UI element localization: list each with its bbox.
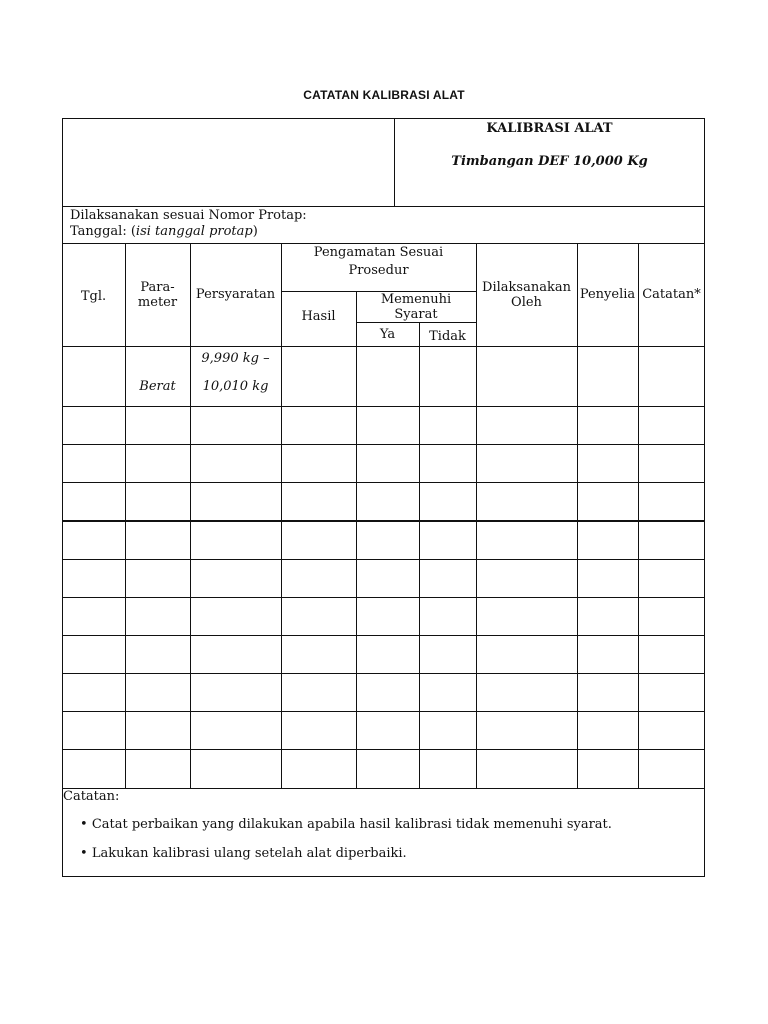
col-header-tidak: Tidak — [429, 329, 466, 344]
row-line-2 — [62, 444, 705, 445]
row-line-10 — [62, 749, 705, 750]
row-line-6 — [62, 597, 705, 598]
tanggal-line — [70, 224, 258, 239]
col-header-dilaksanakan-line1: Dilaksanakan — [482, 280, 571, 295]
header-bottom-line — [62, 206, 705, 207]
col-header-dilaksanakan-line2: Oleh — [511, 295, 542, 310]
header-box-subtitle: Timbangan DEF 10,000 Kg — [451, 154, 648, 169]
notes-bullet-1: • — [80, 817, 88, 832]
col-header-penyelia: Penyelia — [579, 287, 636, 302]
row-line-1 — [62, 406, 705, 407]
col-line-1 — [125, 243, 126, 788]
notes-label: Catatan: — [63, 789, 120, 804]
row-line-4 — [62, 520, 705, 522]
tanggal-prefix: Tanggal: ( — [70, 224, 136, 239]
notes-item-1 — [80, 817, 700, 832]
tanggal-value: isi tanggal protap — [135, 224, 253, 239]
row-line-3 — [62, 482, 705, 483]
col-header-parameter-line2: meter — [137, 295, 178, 310]
col-header-pengamatan-line2: Prosedur — [348, 263, 409, 278]
col-header-persyaratan: Persyaratan — [195, 287, 276, 302]
col-header-ya: Ya — [379, 327, 396, 342]
memenuhi-underline — [356, 322, 476, 323]
col-line-4 — [356, 291, 357, 788]
document-title: CATATAN KALIBRASI ALAT — [303, 88, 465, 102]
col-header-dilaksanakan — [476, 280, 577, 310]
row1-persyaratan-line2: 10,010 kg — [202, 379, 269, 394]
notes-item-2 — [80, 846, 700, 861]
col-line-2 — [190, 243, 191, 788]
row-line-5 — [62, 559, 705, 560]
row-line-11 — [62, 788, 705, 789]
col-header-memenuhi-line1: Memenuhi — [380, 292, 452, 307]
info-bottom-line — [62, 243, 705, 244]
notes-bullet-2: • — [80, 846, 88, 861]
row1-persyaratan-line1: 9,990 kg – — [201, 351, 270, 366]
row1-parameter: Berat — [139, 379, 176, 394]
col-header-hasil: Hasil — [301, 309, 336, 324]
col-header-parameter — [125, 280, 190, 310]
col-header-memenuhi-line2: Syarat — [394, 307, 438, 322]
col-header-tgl: Tgl. — [80, 289, 107, 304]
notes-item-2-text: Lakukan kalibrasi ulang setelah alat diperbaiki. — [91, 846, 407, 861]
protap-label: Dilaksanakan sesuai Nomor Protap: — [70, 208, 307, 223]
row-line-header — [62, 346, 705, 347]
col-line-7 — [577, 243, 578, 788]
col-line-3 — [281, 243, 282, 788]
row-line-9 — [62, 711, 705, 712]
col-header-memenuhi — [356, 292, 476, 322]
notes-item-1-text: Catat perbaikan yang dilakukan apabila hasil kalibrasi tidak memenuhi syarat. — [91, 817, 612, 832]
header-box-title: KALIBRASI ALAT — [486, 121, 613, 136]
col-header-catatan: Catatan* — [642, 287, 701, 302]
col-header-parameter-line1: Para- — [140, 280, 175, 295]
col-line-6 — [476, 243, 477, 788]
tanggal-suffix: ) — [252, 224, 258, 239]
row-line-8 — [62, 673, 705, 674]
col-line-8 — [638, 243, 639, 788]
col-line-5 — [419, 322, 420, 788]
row-line-7 — [62, 635, 705, 636]
col-header-pengamatan-line1: Pengamatan Sesuai — [313, 245, 444, 260]
